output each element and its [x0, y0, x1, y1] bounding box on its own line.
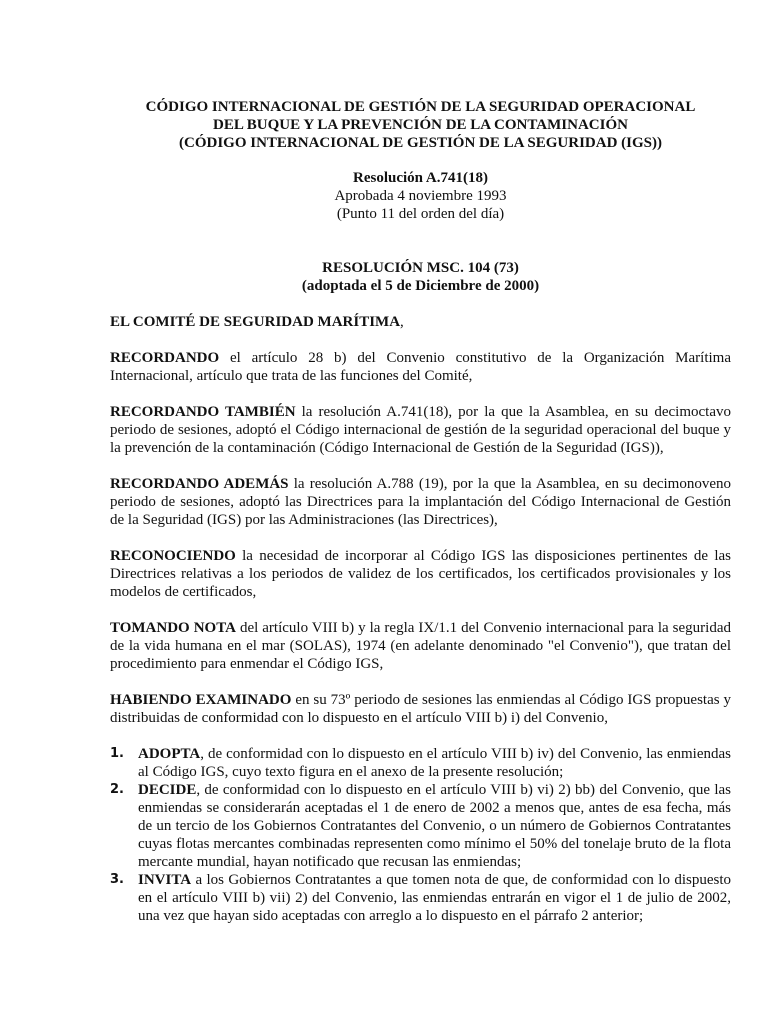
- paragraph-text: el artículo 28 b) del Convenio constitutivo de la Organización Marítima Internacional, artículo que trata de las funciones del Comité,: [110, 350, 731, 384]
- committee-title: EL COMITÉ DE SEGURIDAD MARÍTIMA: [110, 314, 401, 330]
- decision-text: , de conformidad con lo dispuesto en el artículo VIII b) vi) 2) bb) del Convenio, que las enmiendas se considerarán aceptadas el 1 de enero de 2002 a menos que, antes de esa fecha, más de un tercio de los Gobiernos Contratantes del Convenio, o un número de Gobiernos Contratantes cuyas flotas mercantes combinadas representen como mínimo el 50% del tonelaje bruto de la flota mercante mundial, hayan notificado que recusan las enmiendas;: [138, 782, 731, 870]
- paragraph-habiendo-examinado: [110, 691, 731, 727]
- decision-list: [110, 745, 731, 925]
- paragraph-lead: TOMANDO NOTA: [110, 620, 236, 636]
- paragraph-text: la necesidad de incorporar al Código IGS las disposiciones pertinentes de las Directrices relativas a los periodos de validez de los certificados, los certificados provisionales y los modelos de certificados,: [110, 548, 731, 600]
- heading-line-1: CÓDIGO INTERNACIONAL DE GESTIÓN DE LA SEGURIDAD OPERACIONAL: [145, 99, 696, 115]
- resolution-block: [110, 169, 731, 223]
- paragraph-lead: RECORDANDO TAMBIÉN: [110, 404, 296, 420]
- resolution-title: Resolución A.741(18): [353, 170, 488, 186]
- decision-item-decide: [110, 781, 731, 871]
- paragraph-text: la resolución A.741(18), por la que la Asamblea, en su decimoctavo periodo de sesiones, adoptó el Código internacional de gestión de la seguridad operacional del buque y la prevención de la contaminación (Código Internacional de Gestión de la Seguridad (IGS)),: [110, 404, 731, 456]
- list-number: 2.: [110, 782, 124, 797]
- paragraph-lead: RECONOCIENDO: [110, 548, 236, 564]
- resolution-agenda: (Punto 11 del orden del día): [336, 206, 505, 222]
- document-heading: [110, 98, 731, 152]
- paragraph-recordando: [110, 349, 731, 385]
- heading-line-3: (CÓDIGO INTERNACIONAL DE GESTIÓN DE LA SEGURIDAD (IGS)): [179, 135, 662, 151]
- msc-resolution-block: [110, 259, 731, 295]
- paragraph-text: la resolución A.788 (19), por la que la Asamblea, en su decimonoveno periodo de sesiones, adoptó las Directrices para la implantación del Código Internacional de Gestión de la Seguridad (IGS) por las Administraciones (las Directrices),: [110, 476, 732, 528]
- committee-name: [110, 313, 731, 331]
- msc-adopted: (adoptada el 5 de Diciembre de 2000): [301, 278, 540, 294]
- paragraph-tomando-nota: [110, 619, 731, 673]
- decision-text: a los Gobiernos Contratantes a que tomen nota de que, de conformidad con lo dispuesto en el artículo VIII b) vii) 2) del Convenio, las enmiendas entrarán en vigor el 1 de julio de 2002, una vez que hayan sido aceptadas con arreglo a lo dispuesto en el párrafo 2 anterior;: [138, 872, 731, 924]
- paragraph-recordando-ademas: [110, 475, 731, 529]
- decision-text: , de conformidad con lo dispuesto en el artículo VIII b) iv) del Convenio, las enmiendas al Código IGS, cuyo texto figura en el anexo de la presente resolución;: [138, 746, 731, 780]
- paragraph-lead: RECORDANDO: [110, 350, 220, 366]
- decision-lead: DECIDE: [138, 782, 197, 798]
- list-number: 1.: [110, 746, 124, 761]
- decision-lead: ADOPTA: [138, 746, 201, 762]
- paragraph-reconociendo: [110, 547, 731, 601]
- committee-comma: ,: [400, 314, 404, 330]
- heading-line-2: DEL BUQUE Y LA PREVENCIÓN DE LA CONTAMINACIÓN: [213, 117, 628, 133]
- decision-lead: INVITA: [138, 872, 192, 888]
- document-page: [110, 98, 731, 925]
- paragraph-text: en su 73º periodo de sesiones las enmiendas al Código IGS propuestas y distribuidas de conformidad con lo dispuesto en el artículo VIII b) i) del Convenio,: [110, 692, 731, 726]
- list-number: 3.: [110, 872, 124, 887]
- decision-item-invita: [110, 871, 731, 925]
- paragraph-recordando-tambien: [110, 403, 731, 457]
- paragraph-lead: RECORDANDO ADEMÁS: [110, 476, 289, 492]
- paragraph-lead: HABIENDO EXAMINADO: [110, 692, 292, 708]
- decision-item-adopta: [110, 745, 731, 781]
- paragraph-text: del artículo VIII b) y la regla IX/1.1 del Convenio internacional para la seguridad de la vida humana en el mar (SOLAS), 1974 (en adelante denominado "el Convenio"), que tratan del procedimiento para enmendar el Código IGS,: [110, 620, 731, 672]
- resolution-approved: Aprobada 4 noviembre 1993: [334, 188, 507, 204]
- msc-title: RESOLUCIÓN MSC. 104 (73): [322, 260, 519, 276]
